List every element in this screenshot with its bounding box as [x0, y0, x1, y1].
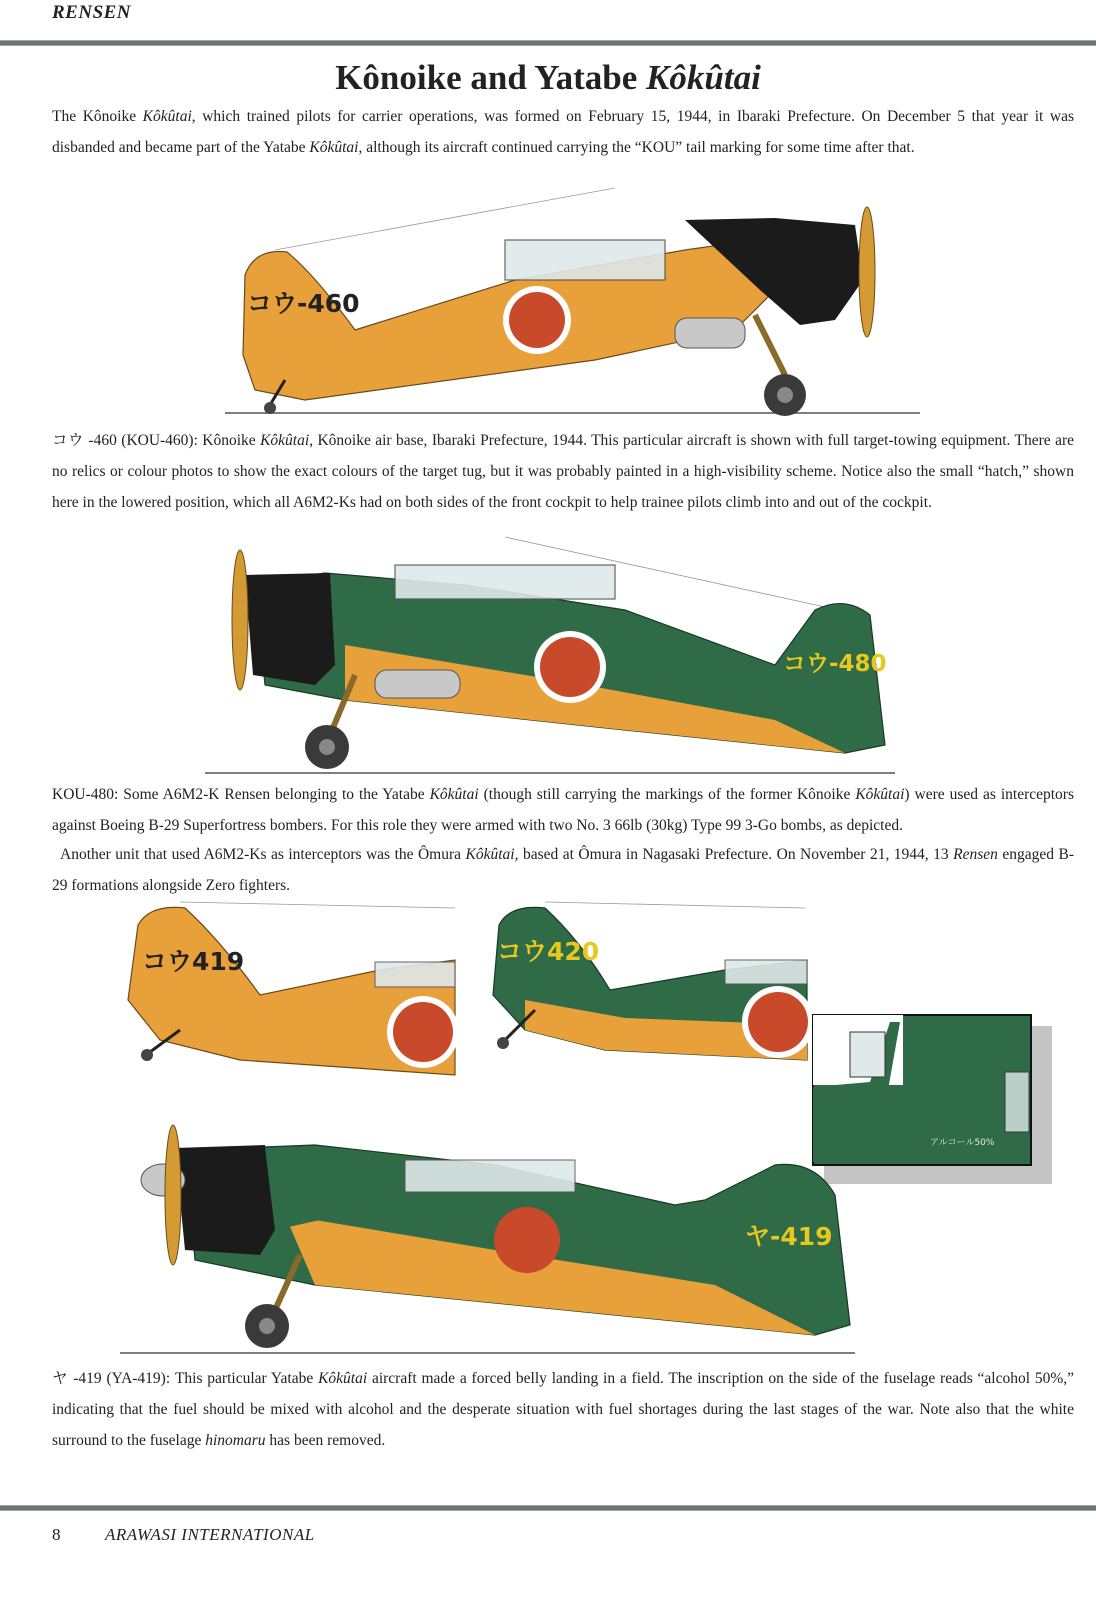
- aircraft-ya-419-illustration: [115, 1120, 860, 1360]
- caption-kou-480: KOU-480: Some A6M2-K Rensen belonging to the Yatabe Kôkûtai (though still carrying the markings of the former Kônoike Kôkûtai) were used as interceptors against Boeing B-29 Superfortress bombers. For this role they were armed with two No. 3 66lb (30kg) Type 99 3-Go bombs, as depicted.: [52, 786, 1074, 834]
- page-number: 8: [52, 1525, 61, 1544]
- publication-name: ARAWASI INTERNATIONAL: [105, 1525, 315, 1544]
- aircraft-kou-419-tail-illustration: [120, 900, 465, 1080]
- aircraft-kou-420-tail-illustration: [485, 900, 810, 1070]
- caption-omura: Another unit that used A6M2-Ks as interceptors was the Ômura Kôkûtai, based at Ômura in Nagasaki Prefecture. On November 21, 1944, 13 Rensen engaged B-29 formations alongside Zero fighters.: [52, 846, 1075, 894]
- tail-code-kou-419: コウ419: [142, 947, 245, 976]
- aircraft-kou-480-illustration: [205, 535, 900, 780]
- running-header: RENSEN: [52, 2, 132, 23]
- aircraft-kou-460-illustration: [215, 180, 925, 420]
- caption-ya-419: ヤ -419 (YA-419): This particular Yatabe Kôkûtai aircraft made a forced belly landing in a field. The inscription on the side of the fuselage reads “alcohol 50%,” indicating that the fuel should be mixed with alcohol and the desperate situation with fuel shortages during the last stages of the war. Note also that the white surround to the fuselage hinomaru has been removed.: [52, 1370, 1075, 1449]
- tail-code-kou-460: コウ-460: [247, 289, 360, 318]
- caption-kou-460: コウ -460 (KOU-460): Kônoike Kôkûtai, Kônoike air base, Ibaraki Prefecture, 1944. This particular aircraft is shown with full target-towing equipment. There are no relics or colour photos to show the exact colours of the target tug, but it was probably painted in a high-visibility scheme. Notice also the small “hatch,” shown here in the lowered position, which all A6M2-Ks had on both sides of the front cockpit to help trainee pilots climb into and out of the cockpit.: [52, 432, 1074, 511]
- tail-code-ya-419: ヤ-419: [745, 1222, 833, 1251]
- alcohol-inscription: アルコール50%: [930, 1138, 995, 1148]
- intro-paragraph: The Kônoike Kôkûtai, which trained pilots for carrier operations, was formed on February 15, 1944, in Ibaraki Prefecture. On December 5 that year it was disbanded and became part of the Yatabe Kôkûtai, although its aircraft continued carrying the “KOU” tail marking for some time after that.: [52, 108, 1074, 156]
- page-title: Kônoike and Yatabe Kôkûtai: [335, 58, 761, 97]
- header-rule: [0, 40, 1096, 46]
- tail-code-kou-420: コウ420: [497, 937, 600, 966]
- footer-rule: [0, 1505, 1096, 1511]
- tail-code-kou-480: コウ-480: [783, 651, 887, 677]
